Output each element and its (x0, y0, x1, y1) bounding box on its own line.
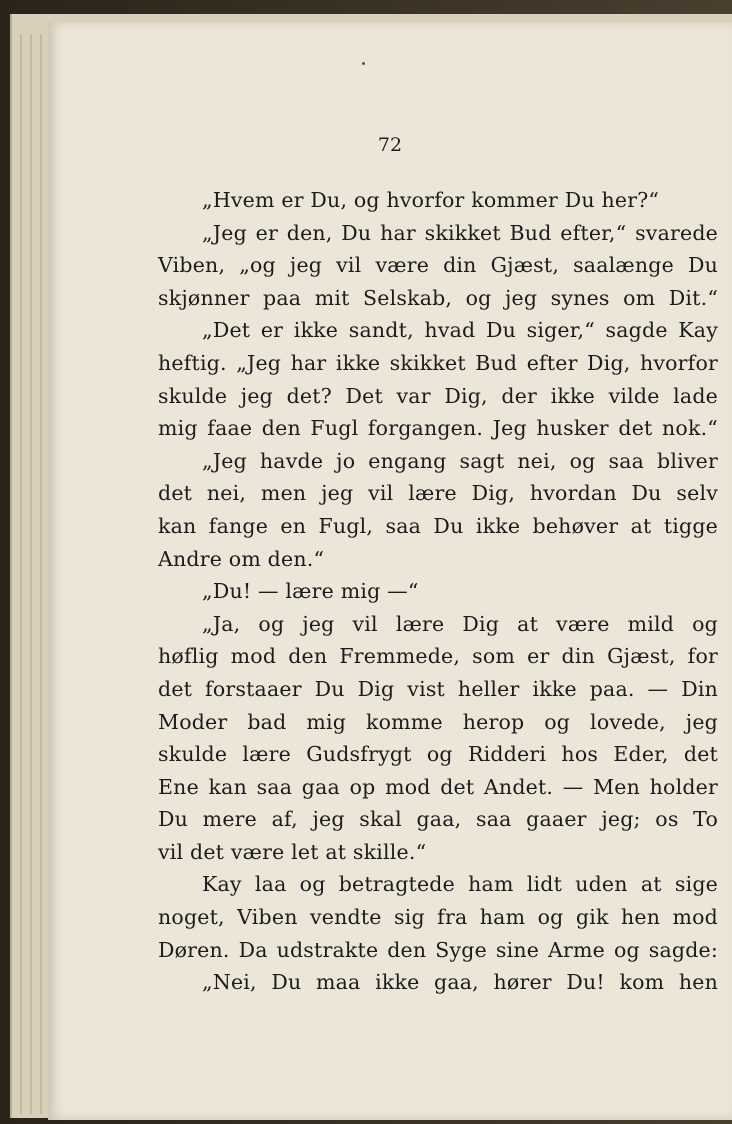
text-line: „Du! — lære mig —“ (202, 579, 419, 604)
text-line: heftig. „Jeg har ikke skikket Bud efter Dig, hvorfor (158, 350, 718, 375)
text-line: det nei, men jeg vil lære Dig, hvordan Du selv (158, 481, 718, 506)
text-line: „Hvem er Du, og hvorfor kommer Du her?“ (202, 188, 660, 212)
text-line: Døren. Da udstrakte den Syge sine Arme og sagde: (158, 937, 718, 962)
text-line: Kay laa og betragtede ham lidt uden at sige (202, 872, 718, 897)
page-edge-line (20, 34, 22, 1114)
text-line: høflig mod den Fremmede, som er din Gjæst, for (158, 644, 718, 669)
text-line: Du mere af, jeg skal gaa, saa gaaer jeg; os To (158, 807, 718, 832)
text-line: vil det være let at skille.“ (158, 839, 427, 864)
text-line: kan fange en Fugl, saa Du ikke behøver at tigge (158, 513, 718, 538)
page-number: 72 (377, 134, 403, 156)
body-text (158, 184, 718, 999)
text-line: „Det er ikke sandt, hvad Du siger,“ sagde Kay (202, 318, 718, 343)
text-line: skjønner paa mit Selskab, og jeg synes om Dit.“ (158, 285, 718, 310)
text-line: „Ja, og jeg vil lære Dig at være mild og (202, 611, 718, 636)
book-page (48, 22, 732, 1120)
text-line: Andre om den.“ (158, 546, 325, 571)
text-line: Ene kan saa gaa op mod det Andet. — Men holder (158, 774, 718, 799)
page-edge-line (30, 34, 32, 1114)
text-line: skulde lære Gudsfrygt og Ridderi hos Eder, det (158, 742, 718, 767)
text-line: „Jeg havde jo engang sagt nei, og saa bliver (202, 448, 718, 473)
text-line: det forstaaer Du Dig vist heller ikke paa. — Din (158, 676, 718, 701)
text-line: „Jeg er den, Du har skikket Bud efter,“ svarede (202, 220, 718, 245)
text-line: Viben, „og jeg vil være din Gjæst, saalænge Du (158, 253, 718, 278)
text-line: noget, Viben vendte sig fra ham og gik hen mod (158, 905, 718, 930)
text-line: Moder bad mig komme herop og lovede, jeg (158, 709, 718, 734)
page-edge-line (40, 34, 42, 1114)
text-line: „Nei, Du maa ikke gaa, hører Du! kom hen (202, 970, 718, 995)
text-line: skulde jeg det? Det var Dig, der ikke vilde lade (158, 383, 718, 408)
text-line: mig faae den Fugl forgangen. Jeg husker det nok.“ (158, 416, 718, 441)
ink-speck (362, 62, 365, 65)
